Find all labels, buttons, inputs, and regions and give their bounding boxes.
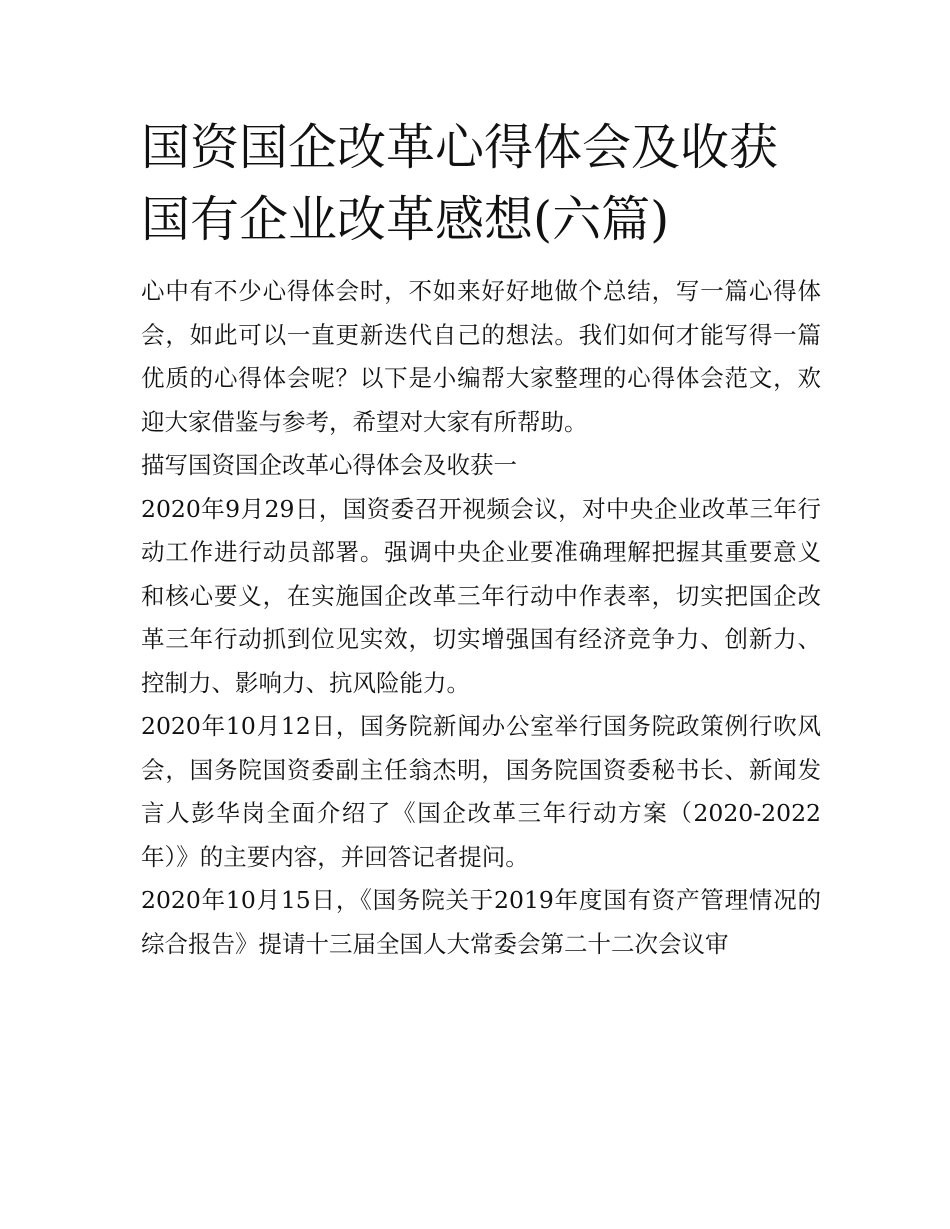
- document-title: [141, 112, 821, 256]
- title-line-2: 国有企业改革感想(六篇): [141, 191, 670, 248]
- body-paragraph: 2020年10月15日，《国务院关于2019年度国有资产管理情况的综合报告》提请十三届全国人大常委会第二十二次会议审: [141, 886, 821, 958]
- body-paragraph: 2020年9月29日，国资委召开视频会议，对中央企业改革三年行动工作进行动员部署。强调中央企业要准确理解把握其重要意义和核心要义，在实施国企改革三年行动中作表率，切实把国企改革三年行动抓到位见实效，切实增强国有经济竞争力、创新力、控制力、影响力、抗风险能力。: [141, 494, 821, 697]
- title-line-1: 国资国企改革心得体会及收获: [141, 119, 779, 176]
- document-page: [141, 112, 821, 966]
- document-body: [141, 270, 821, 966]
- intro-paragraph: 心中有不少心得体会时，不如来好好地做个总结，写一篇心得体会，如此可以一直更新迭代自己的想法。我们如何才能写得一篇优质的心得体会呢？以下是小编帮大家整理的心得体会范文，欢迎大家借鉴与参考，希望对大家有所帮助。: [141, 277, 821, 436]
- body-paragraph: 2020年10月12日，国务院新闻办公室举行国务院政策例行吹风会，国务院国资委副主任翁杰明，国务院国资委秘书长、新闻发言人彭华岗全面介绍了《国企改革三年行动方案（2020-2022年）》的主要内容，并回答记者提问。: [141, 712, 821, 871]
- section-heading: 描写国资国企改革心得体会及收获一: [141, 451, 517, 479]
